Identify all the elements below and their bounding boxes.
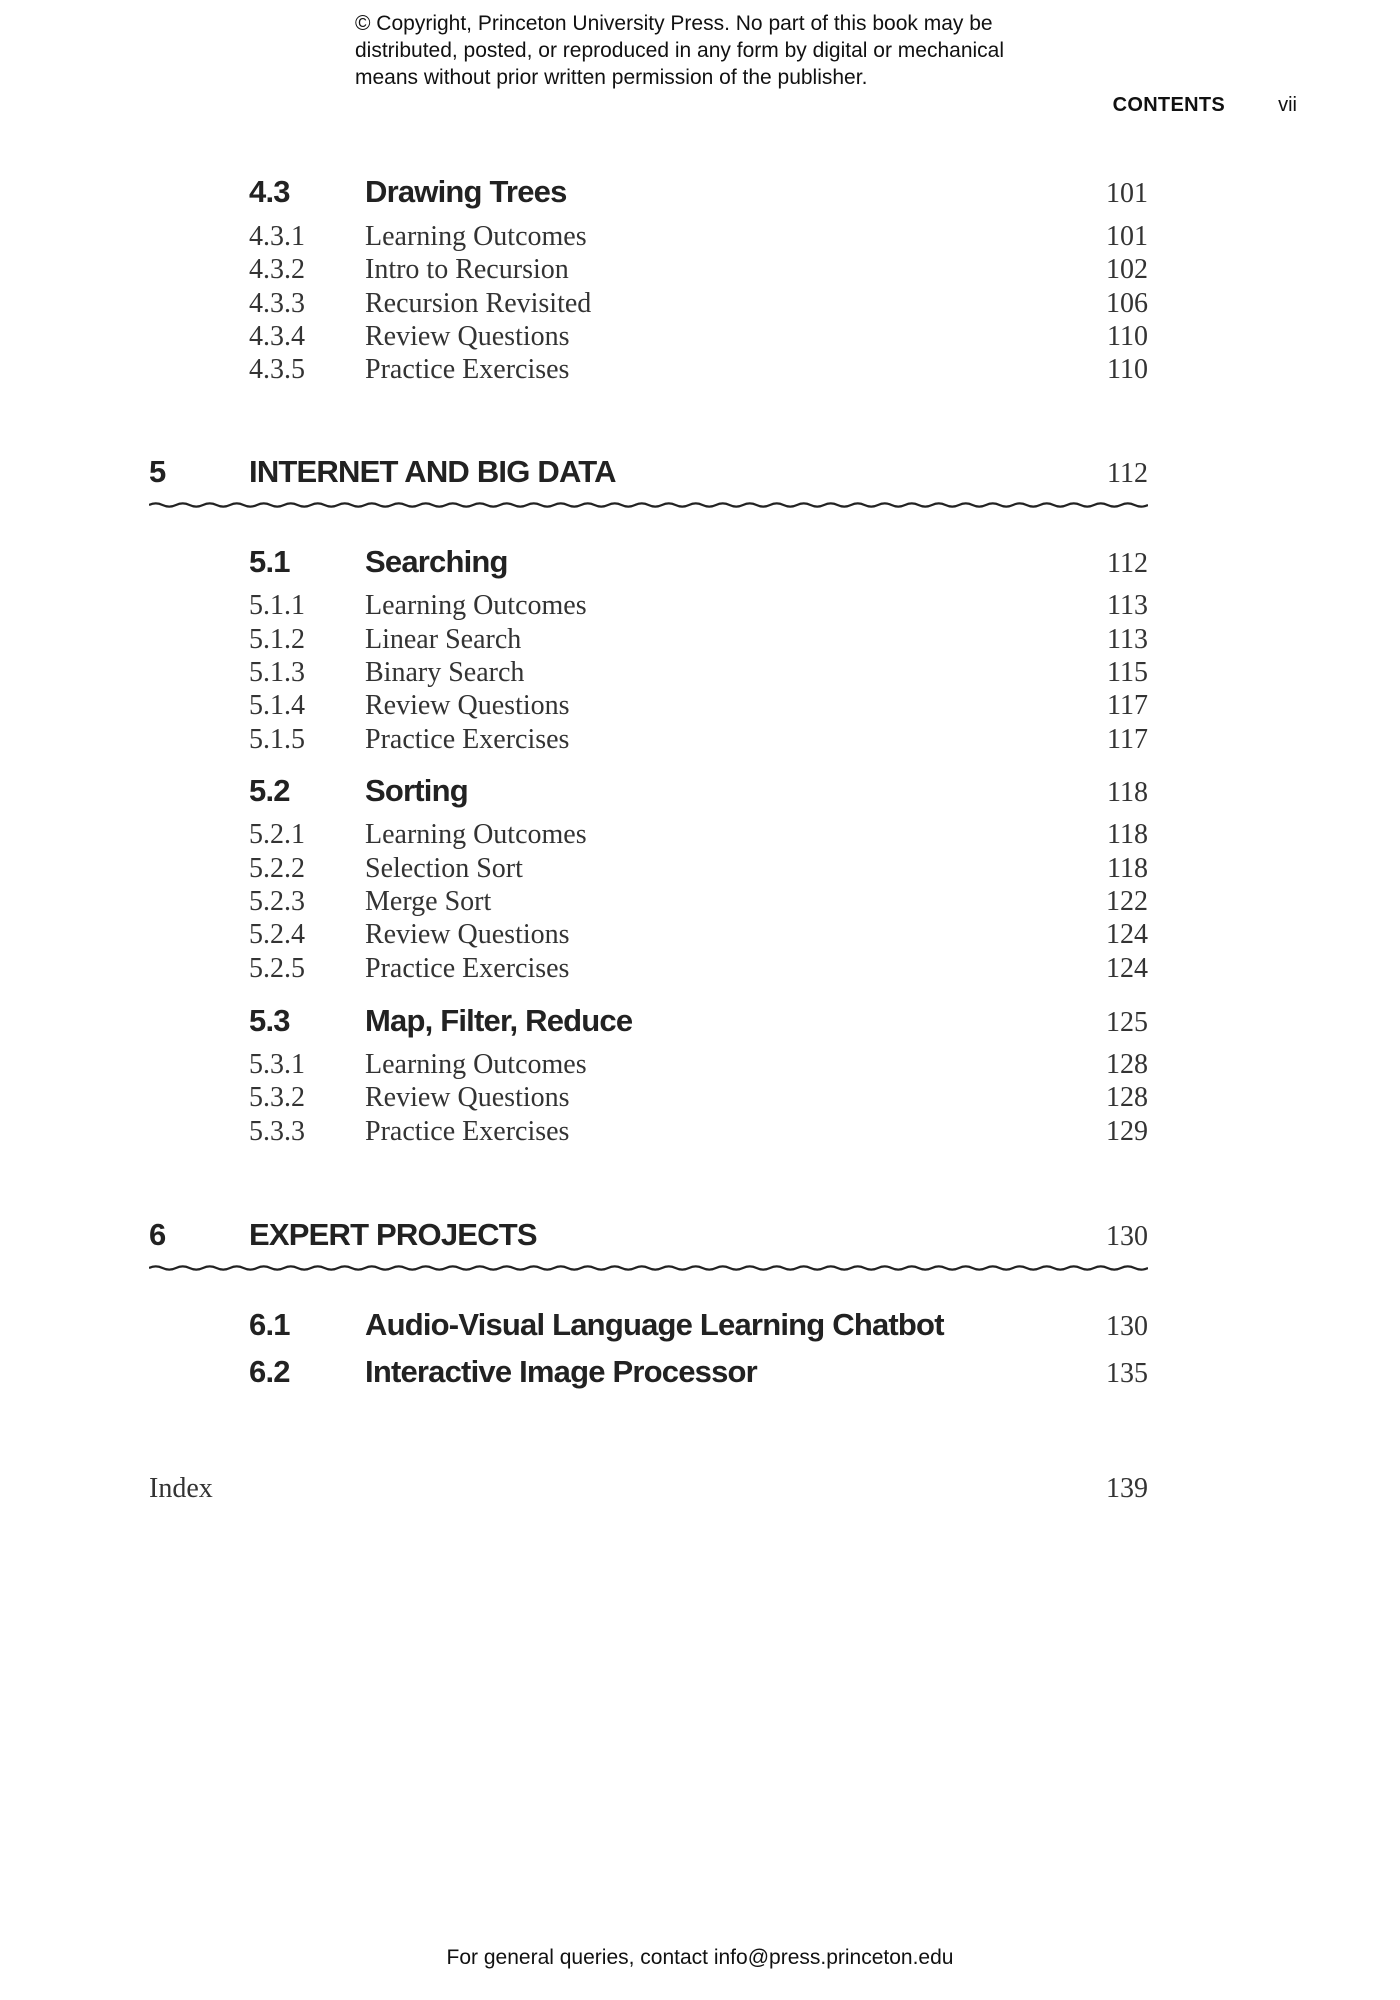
toc-chapter-5[interactable] (0, 456, 1400, 492)
toc-section-5-3[interactable] (0, 1005, 1400, 1041)
toc-item-5-3-2[interactable] (0, 1082, 1400, 1118)
copyright-line-3: means without prior written permission of the publisher. (355, 66, 868, 89)
toc-section-4-3[interactable] (0, 176, 1400, 212)
toc-section-6-1[interactable] (0, 1309, 1400, 1345)
toc-item-5-2-5[interactable] (0, 953, 1400, 989)
toc-item-5-2-1[interactable] (0, 819, 1400, 855)
item-title: Review Questions (365, 321, 570, 352)
toc-item-5-3-1[interactable] (0, 1049, 1400, 1085)
item-page: 128 (1106, 1082, 1148, 1113)
toc-section-5-1[interactable] (0, 546, 1400, 582)
section-page: 135 (1106, 1358, 1148, 1389)
section-title: Interactive Image Processor (365, 1354, 757, 1389)
item-number: 4.3.2 (249, 254, 305, 285)
toc-item-5-2-2[interactable] (0, 853, 1400, 889)
toc-item-4-3-3[interactable] (0, 288, 1400, 324)
item-title: Learning Outcomes (365, 1049, 587, 1080)
item-number: 5.2.3 (249, 886, 305, 917)
toc-item-5-1-3[interactable] (0, 657, 1400, 693)
item-title: Review Questions (365, 1082, 570, 1113)
section-title: Sorting (365, 773, 468, 808)
section-title: Searching (365, 544, 508, 579)
copyright-notice (355, 10, 1075, 91)
item-page: 124 (1106, 919, 1148, 950)
toc-chapter-6[interactable] (0, 1219, 1400, 1255)
toc-item-4-3-2[interactable] (0, 254, 1400, 290)
section-page: 112 (1107, 548, 1148, 579)
chapter-title: INTERNET AND BIG DATA (249, 454, 616, 489)
item-page: 106 (1106, 288, 1148, 319)
copyright-line-1: © Copyright, Princeton University Press. No part of this book may be (355, 12, 993, 35)
footer-contact: For general queries, contact info@press.princeton.edu (446, 1946, 954, 1969)
section-number: 4.3 (249, 174, 290, 209)
item-page: 110 (1107, 321, 1148, 352)
item-number: 5.1.4 (249, 690, 305, 721)
item-page: 101 (1106, 221, 1148, 252)
chapter-title: EXPERT PROJECTS (249, 1217, 537, 1252)
item-title: Review Questions (365, 919, 570, 950)
section-number: 5.3 (249, 1003, 290, 1038)
item-title: Binary Search (365, 657, 525, 688)
toc-item-5-2-3[interactable] (0, 886, 1400, 922)
item-title: Review Questions (365, 690, 570, 721)
item-number: 5.3.1 (249, 1049, 305, 1080)
toc-item-4-3-4[interactable] (0, 321, 1400, 357)
item-number: 5.1.3 (249, 657, 305, 688)
item-title: Practice Exercises (365, 1116, 570, 1147)
item-number: 5.1.1 (249, 590, 305, 621)
item-number: 4.3.1 (249, 221, 305, 252)
section-number: 5.2 (249, 773, 290, 808)
item-number: 5.1.2 (249, 624, 305, 655)
item-title: Merge Sort (365, 886, 492, 917)
toc-section-5-2[interactable] (0, 775, 1400, 811)
copyright-line-2: distributed, posted, or reproduced in any form by digital or mechanical (355, 39, 1005, 62)
item-number: 5.3.2 (249, 1082, 305, 1113)
section-number: 6.1 (249, 1307, 290, 1342)
item-page: 102 (1106, 254, 1148, 285)
item-title: Linear Search (365, 624, 522, 655)
item-page: 117 (1107, 724, 1148, 755)
item-number: 5.2.5 (249, 953, 305, 984)
toc-item-5-2-4[interactable] (0, 919, 1400, 955)
chapter-number: 6 (149, 1217, 166, 1252)
toc-item-5-1-1[interactable] (0, 590, 1400, 626)
section-number: 5.1 (249, 544, 290, 579)
item-title: Learning Outcomes (365, 221, 587, 252)
section-title: Drawing Trees (365, 174, 567, 209)
toc-item-5-1-5[interactable] (0, 724, 1400, 760)
item-page: 128 (1106, 1049, 1148, 1080)
running-head-label: CONTENTS (1112, 94, 1225, 116)
item-page: 118 (1107, 819, 1148, 850)
chapter-5-wavy-rule (149, 498, 1148, 512)
section-number: 6.2 (249, 1354, 290, 1389)
item-title: Recursion Revisited (365, 288, 592, 319)
item-title: Intro to Recursion (365, 254, 569, 285)
running-head (0, 94, 1400, 122)
item-page: 117 (1107, 690, 1148, 721)
index-title: Index (149, 1473, 213, 1504)
section-page: 118 (1107, 777, 1148, 808)
section-page: 130 (1106, 1311, 1148, 1342)
item-number: 5.2.4 (249, 919, 305, 950)
item-page: 129 (1106, 1116, 1148, 1147)
toc-item-5-3-3[interactable] (0, 1116, 1400, 1152)
toc-index[interactable] (0, 1473, 1400, 1509)
item-page: 113 (1107, 624, 1148, 655)
item-title: Learning Outcomes (365, 819, 587, 850)
page-number: vii (1278, 94, 1297, 116)
item-title: Selection Sort (365, 853, 523, 884)
item-page: 110 (1107, 354, 1148, 385)
section-title: Audio-Visual Language Learning Chatbot (365, 1307, 944, 1342)
item-number: 4.3.3 (249, 288, 305, 319)
section-title: Map, Filter, Reduce (365, 1003, 633, 1038)
item-title: Practice Exercises (365, 953, 570, 984)
section-page: 125 (1106, 1007, 1148, 1038)
item-number: 5.2.2 (249, 853, 305, 884)
item-number: 5.3.3 (249, 1116, 305, 1147)
item-title: Practice Exercises (365, 354, 570, 385)
section-page: 101 (1106, 178, 1148, 209)
index-page: 139 (1106, 1473, 1148, 1504)
item-page: 118 (1107, 853, 1148, 884)
toc-item-5-1-4[interactable] (0, 690, 1400, 726)
chapter-6-wavy-rule (149, 1261, 1148, 1275)
item-number: 4.3.5 (249, 354, 305, 385)
item-page: 115 (1107, 657, 1148, 688)
toc-item-4-3-5[interactable] (0, 354, 1400, 390)
toc-section-6-2[interactable] (0, 1356, 1400, 1392)
item-number: 4.3.4 (249, 321, 305, 352)
item-page: 124 (1106, 953, 1148, 984)
chapter-number: 5 (149, 454, 166, 489)
item-title: Practice Exercises (365, 724, 570, 755)
item-number: 5.1.5 (249, 724, 305, 755)
item-number: 5.2.1 (249, 819, 305, 850)
item-page: 113 (1107, 590, 1148, 621)
item-title: Learning Outcomes (365, 590, 587, 621)
item-page: 122 (1106, 886, 1148, 917)
toc-item-5-1-2[interactable] (0, 624, 1400, 660)
toc-item-4-3-1[interactable] (0, 221, 1400, 257)
chapter-page: 130 (1106, 1221, 1148, 1252)
chapter-page: 112 (1107, 458, 1148, 489)
